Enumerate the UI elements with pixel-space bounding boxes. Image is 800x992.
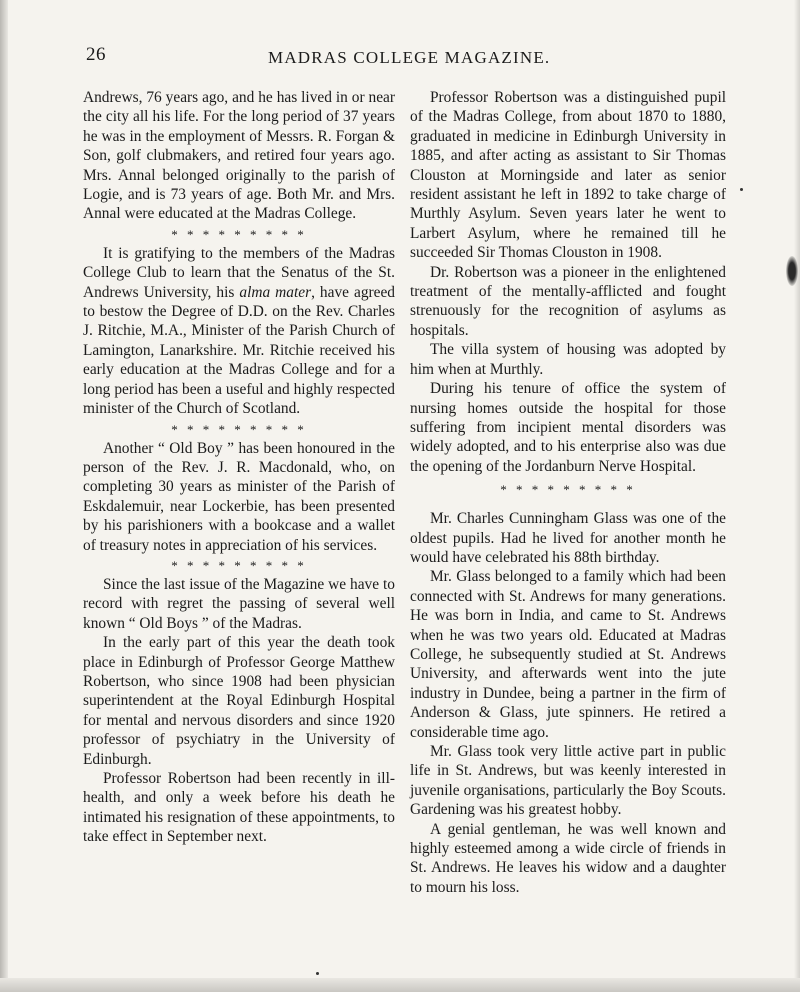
text-segment: It is gratifying to the members of the Madras College Club to learn that the Senatus of the St. Andrews University, his (83, 244, 395, 301)
page-right-shadow (794, 0, 800, 992)
paragraph-annal-couple: Andrews, 76 years ago, and he has lived in or near the city all his life. For the long period of 37 years he was in the employment of Messrs. R. Forgan & Son, golf clubmakers, and retired four years ago. Mrs. Annal belonged originally to the parish of Logie, and is 73 years of age. Both Mr. and Mrs. Annal were educated at the Madras College. (83, 89, 395, 223)
paragraph-robertson-resignation: Professor Robertson had been recently in ill-health, and only a week before his death he intimated his resignation of these appointments, to take effect in September next. (83, 770, 395, 846)
left-column (83, 88, 395, 847)
paragraph-glass-intro: Mr. Charles Cunningham Glass was one of the oldest pupils. Had he lived for another month he would have celebrated his 88th birthday. (410, 510, 726, 566)
ink-speck (316, 972, 319, 975)
paragraph-robertson-death: In the early part of this year the death took place in Edinburgh of Professor George Matthew Robertson, who since 1908 had been physician superintendent at the Royal Edinburgh Hospital for mental and nervous disorders and since 1920 professor of psychiatry in the University of Edinburgh. (83, 634, 395, 768)
paragraph-villa-system: The villa system of housing was adopted by him when at Murthly. (410, 341, 726, 378)
paragraph-glass-family: Mr. Glass belonged to a family which had been connected with St. Andrews for many generations. He was born in India, and came to St. Andrews when he was two years old. Educated at Madras College, he subsequently studied at St. Andrews University, and afterwards went into the jute industry in Dundee, being a partner in the firm of Anderson & Glass, jute spinners. He retired a considerable time ago. (410, 568, 726, 741)
separator-stars: * * * * * * * * * (500, 482, 636, 498)
paragraph-ritchie-degree (83, 244, 395, 419)
paragraph-macdonald: Another “ Old Boy ” has been honoured in the person of the Rev. J. R. Macdonald, who, on completing 30 years as minister of the Parish of Eskdalemuir, near Lockerbie, has been presented by his parishioners with a bookcase and a wallet of treasury notes in appreciation of his services. (83, 439, 395, 554)
paragraph-robertson-pioneer: Dr. Robertson was a pioneer in the enlightened treatment of the mentally-afflicted and fought strenuously for the recognition of asylums as hospitals. (410, 263, 726, 339)
right-column (410, 88, 726, 897)
separator-stars: * * * * * * * * * (171, 226, 307, 242)
italic-text: alma mater (239, 283, 312, 301)
page-number: 26 (86, 44, 106, 65)
paragraph-passing-old-boys: Since the last issue of the Magazine we have to record with regret the passing of several well known “ Old Boys ” of the Madras. (83, 575, 395, 632)
page-bottom-shadow (0, 978, 800, 992)
separator-stars: * * * * * * * * * (171, 557, 307, 573)
paragraph-glass-gentleman: A genial gentleman, he was well known and highly esteemed among a wide circle of friends in St. Andrews. He leaves his widow and a daughter to mourn his loss. (410, 820, 726, 896)
paragraph-glass-interests: Mr. Glass took very little active part in public life in St. Andrews, but was keenly interested in juvenile organisations, particularly the Boy Scouts. Gardening was his greatest hobby. (410, 743, 726, 819)
separator-stars: * * * * * * * * * (171, 421, 307, 437)
running-title: MADRAS COLLEGE MAGAZINE. (268, 48, 551, 67)
text-segment: , have agreed to bestow the Degree of D.D. on the Rev. Charles J. Ritchie, M.A., Minister of the Parish Church of Lamington, Lanarkshire. Mr. Ritchie received his early education at the Madras College and for a long period has been a useful and highly respected minister of the Church of Scotland. (83, 283, 395, 418)
paragraph-robertson-career: Professor Robertson was a distinguished pupil of the Madras College, from about 1870 to 1880, graduated in medicine in Edinburgh University in 1885, and after acting as assistant to Sir Thomas Clouston at Morningside and later as senior resident assistant he left in 1892 to take charge of Murthly Asylum. Seven years later he went to Larbert Asylum, where he remained till he succeeded Sir Thomas Clouston in 1908. (410, 89, 726, 262)
ink-blot (786, 256, 798, 286)
paragraph-nursing-homes: During his tenure of office the system of nursing homes outside the hospital for those suffering from incipient mental disorders was widely adopted, and to his enterprise also was due the opening of the Jordanburn Nerve Hospital. (410, 380, 726, 475)
ink-speck (740, 188, 743, 191)
page-left-shadow (0, 0, 8, 992)
